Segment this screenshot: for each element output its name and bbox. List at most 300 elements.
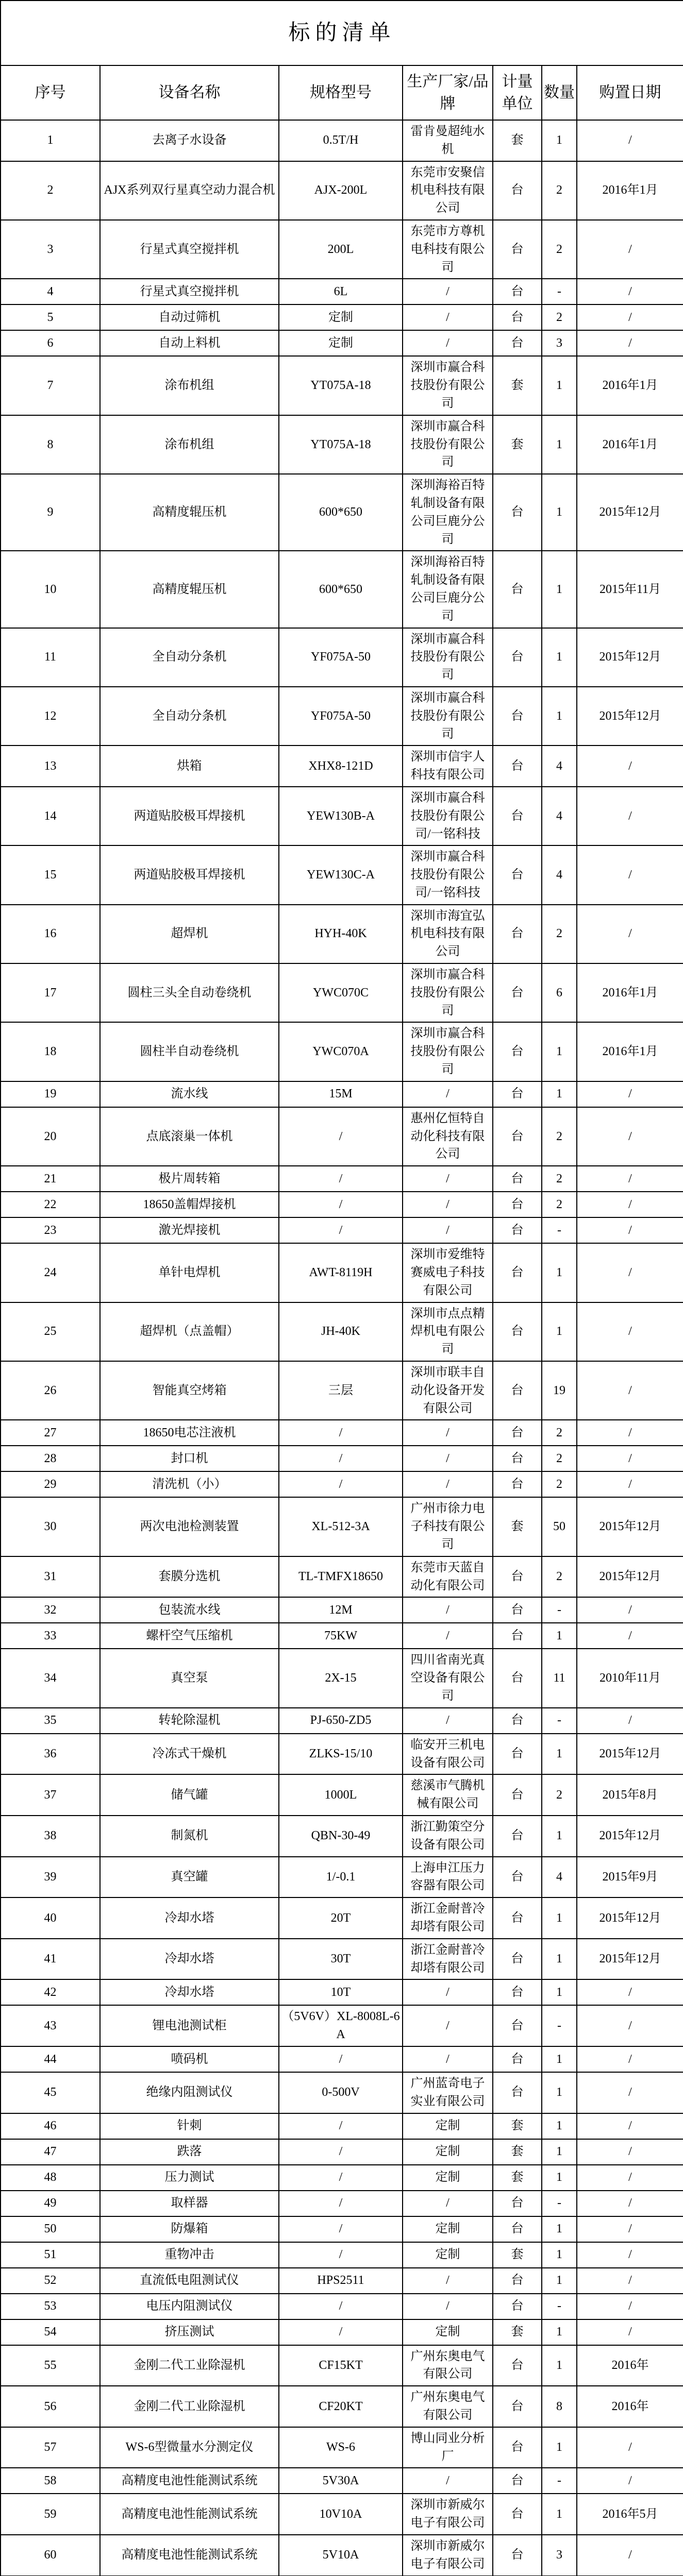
cell-date: 2015年9月 <box>577 1857 683 1898</box>
cell-qty: 1 <box>542 2216 577 2242</box>
cell-unit: 台 <box>493 787 542 845</box>
cell-unit: 台 <box>493 220 542 279</box>
cell-date: / <box>577 1107 683 1166</box>
table-row <box>1 2046 683 2072</box>
cell-unit: 套 <box>493 120 542 161</box>
cell-date: / <box>577 279 683 304</box>
cell-index: 59 <box>1 2494 100 2535</box>
cell-model: 6L <box>279 279 403 304</box>
cell-unit: 台 <box>493 1081 542 1107</box>
cell-unit: 台 <box>493 2268 542 2294</box>
cell-unit: 台 <box>493 2294 542 2319</box>
cell-qty: 1 <box>542 2046 577 2072</box>
cell-index: 30 <box>1 1497 100 1556</box>
cell-date: 2015年12月 <box>577 1556 683 1598</box>
cell-unit: 台 <box>493 2072 542 2113</box>
cell-manufacturer: / <box>403 2191 493 2216</box>
cell-index: 2 <box>1 161 100 220</box>
cell-index: 58 <box>1 2468 100 2494</box>
cell-index: 1 <box>1 120 100 161</box>
cell-qty: 2 <box>542 1774 577 1816</box>
cell-qty: 8 <box>542 2386 577 2427</box>
table-row <box>1 356 683 415</box>
cell-qty: 1 <box>542 120 577 161</box>
cell-qty: 2 <box>542 1166 577 1192</box>
table-row <box>1 2319 683 2345</box>
cell-date: / <box>577 1420 683 1446</box>
cell-qty: - <box>542 1708 577 1734</box>
cell-qty: 4 <box>542 745 577 787</box>
table-row <box>1 905 683 963</box>
cell-name: 直流低电阻测试仪 <box>100 2268 279 2294</box>
cell-model: AWT-8119H <box>279 1243 403 1302</box>
cell-name: 流水线 <box>100 1081 279 1107</box>
cell-index: 56 <box>1 2386 100 2427</box>
cell-model: XHX8-121D <box>279 745 403 787</box>
cell-model: AJX-200L <box>279 161 403 220</box>
cell-model: 三层 <box>279 1361 403 1420</box>
cell-date: 2015年12月 <box>577 1816 683 1857</box>
cell-name: 两道贴胶极耳焊接机 <box>100 845 279 904</box>
cell-manufacturer: 东莞市安聚信机电科技有限公司 <box>403 161 493 220</box>
cell-manufacturer: 广州市徐力电子科技有限公司 <box>403 1497 493 1556</box>
cell-model: 75KW <box>279 1623 403 1649</box>
cell-index: 18 <box>1 1022 100 1081</box>
cell-qty: 2 <box>542 1556 577 1598</box>
cell-qty: 1 <box>542 2113 577 2139</box>
table-row <box>1 1649 683 1707</box>
cell-unit: 台 <box>493 845 542 904</box>
cell-name: 真空罐 <box>100 1857 279 1898</box>
cell-index: 5 <box>1 304 100 330</box>
table-row <box>1 787 683 845</box>
column-header-unit: 计量单位 <box>493 65 542 120</box>
cell-model: （5V6V）XL-8008L-6A <box>279 2005 403 2046</box>
cell-qty: - <box>542 1597 577 1623</box>
cell-manufacturer: 深圳市赢合科技股份有限公司 <box>403 963 493 1022</box>
cell-manufacturer: 四川省南光真空设备有限公司 <box>403 1649 493 1707</box>
cell-index: 55 <box>1 2345 100 2386</box>
cell-name: 金刚二代工业除湿机 <box>100 2345 279 2386</box>
cell-index: 38 <box>1 1816 100 1857</box>
cell-qty: 1 <box>542 2139 577 2165</box>
cell-index: 15 <box>1 845 100 904</box>
cell-manufacturer: 深圳市赢合科技股份有限公司/一铭科技 <box>403 787 493 845</box>
cell-unit: 台 <box>493 1446 542 1471</box>
cell-manufacturer: 广州东奥电气有限公司 <box>403 2386 493 2427</box>
cell-manufacturer: / <box>403 2468 493 2494</box>
cell-date: / <box>577 2268 683 2294</box>
cell-name: 针刺 <box>100 2113 279 2139</box>
table-row <box>1 1497 683 1556</box>
cell-date: / <box>577 1217 683 1243</box>
cell-date: / <box>577 1471 683 1497</box>
table-row <box>1 1302 683 1361</box>
cell-unit: 台 <box>493 745 542 787</box>
table-row <box>1 1243 683 1302</box>
cell-qty: 11 <box>542 1649 577 1707</box>
cell-date: 2016年1月 <box>577 415 683 474</box>
cell-manufacturer: 深圳市点点精焊机电有限公司 <box>403 1302 493 1361</box>
cell-name: 冷却水塔 <box>100 1979 279 2005</box>
cell-manufacturer: 浙江金耐普冷却塔有限公司 <box>403 1897 493 1939</box>
cell-name: 重物冲击 <box>100 2242 279 2268</box>
cell-date: / <box>577 1708 683 1734</box>
table-row <box>1 1597 683 1623</box>
cell-name: 激光焊接机 <box>100 1217 279 1243</box>
cell-name: 点底滚巢一体机 <box>100 1107 279 1166</box>
cell-name: 压力测试 <box>100 2165 279 2191</box>
cell-qty: 1 <box>542 1302 577 1361</box>
cell-manufacturer: 深圳市赢合科技股份有限公司 <box>403 415 493 474</box>
cell-index: 60 <box>1 2535 100 2576</box>
cell-manufacturer: 深圳市赢合科技股份有限公司 <box>403 687 493 745</box>
cell-unit: 套 <box>493 2139 542 2165</box>
cell-index: 45 <box>1 2072 100 2113</box>
cell-name: 电压内阻测试仪 <box>100 2294 279 2319</box>
cell-model: / <box>279 2319 403 2345</box>
cell-model: PJ-650-ZD5 <box>279 1708 403 1734</box>
cell-qty: 2 <box>542 1192 577 1217</box>
table-row <box>1 687 683 745</box>
cell-date: / <box>577 1192 683 1217</box>
cell-date: 2010年11月 <box>577 1649 683 1707</box>
cell-date: 2015年8月 <box>577 1774 683 1816</box>
cell-name: 绝缘内阻测试仪 <box>100 2072 279 2113</box>
cell-qty: 1 <box>542 1734 577 1775</box>
cell-index: 23 <box>1 1217 100 1243</box>
cell-model: CF20KT <box>279 2386 403 2427</box>
cell-model: YWC070C <box>279 963 403 1022</box>
cell-date: / <box>577 2294 683 2319</box>
cell-name: 清洗机（小） <box>100 1471 279 1497</box>
cell-name: 圆柱半自动卷绕机 <box>100 1022 279 1081</box>
cell-manufacturer: 深圳市联丰自动化设备开发有限公司 <box>403 1361 493 1420</box>
cell-qty: 3 <box>542 2535 577 2576</box>
cell-index: 16 <box>1 905 100 963</box>
cell-model: 5V30A <box>279 2468 403 2494</box>
cell-name: 行星式真空搅拌机 <box>100 279 279 304</box>
cell-manufacturer: / <box>403 1471 493 1497</box>
cell-manufacturer: 深圳市赢合科技股份有限公司 <box>403 1022 493 1081</box>
cell-manufacturer: 深圳市赢合科技股份有限公司 <box>403 628 493 687</box>
cell-model: 600*650 <box>279 551 403 628</box>
cell-manufacturer: 定制 <box>403 2165 493 2191</box>
cell-name: 18650电芯注液机 <box>100 1420 279 1446</box>
cell-qty: 1 <box>542 2165 577 2191</box>
cell-name: 两次电池检测装置 <box>100 1497 279 1556</box>
cell-index: 31 <box>1 1556 100 1598</box>
cell-index: 12 <box>1 687 100 745</box>
table-row <box>1 415 683 474</box>
cell-manufacturer: 定制 <box>403 2139 493 2165</box>
cell-model: HYH-40K <box>279 905 403 963</box>
cell-unit: 台 <box>493 2386 542 2427</box>
table-row <box>1 279 683 304</box>
cell-index: 17 <box>1 963 100 1022</box>
cell-qty: - <box>542 2005 577 2046</box>
cell-name: 储气罐 <box>100 1774 279 1816</box>
cell-model: YEW130B-A <box>279 787 403 845</box>
table-row <box>1 1361 683 1420</box>
cell-index: 41 <box>1 1939 100 1980</box>
cell-unit: 台 <box>493 1734 542 1775</box>
cell-name: 超焊机（点盖帽） <box>100 1302 279 1361</box>
cell-model: YF075A-50 <box>279 628 403 687</box>
cell-manufacturer: / <box>403 1420 493 1446</box>
cell-qty: 2 <box>542 1446 577 1471</box>
cell-name: 冷却水塔 <box>100 1897 279 1939</box>
table-row <box>1 1816 683 1857</box>
cell-index: 46 <box>1 2113 100 2139</box>
cell-unit: 台 <box>493 1022 542 1081</box>
cell-unit: 台 <box>493 905 542 963</box>
cell-index: 26 <box>1 1361 100 1420</box>
cell-qty: 1 <box>542 687 577 745</box>
table-row <box>1 161 683 220</box>
table-row <box>1 1217 683 1243</box>
cell-qty: 1 <box>542 1979 577 2005</box>
table-row <box>1 745 683 787</box>
cell-date: / <box>577 787 683 845</box>
table-row <box>1 2294 683 2319</box>
table-row <box>1 2386 683 2427</box>
table-row <box>1 1708 683 1734</box>
table-row <box>1 628 683 687</box>
cell-model: / <box>279 1420 403 1446</box>
title-row <box>1 1 683 65</box>
cell-date: / <box>577 330 683 356</box>
table-row <box>1 1471 683 1497</box>
page-title: 标的清单 <box>1 1 683 65</box>
cell-name: 锂电池测试柜 <box>100 2005 279 2046</box>
table-row <box>1 1857 683 1898</box>
cell-model: 12M <box>279 1597 403 1623</box>
table-row <box>1 1081 683 1107</box>
cell-unit: 台 <box>493 474 542 551</box>
cell-unit: 台 <box>493 1816 542 1857</box>
table-row <box>1 1022 683 1081</box>
column-header-manufacturer: 生产厂家/品牌 <box>403 65 493 120</box>
cell-name: 单针电焊机 <box>100 1243 279 1302</box>
cell-qty: 1 <box>542 2319 577 2345</box>
cell-model: / <box>279 2165 403 2191</box>
cell-unit: 台 <box>493 1597 542 1623</box>
cell-qty: - <box>542 279 577 304</box>
cell-index: 13 <box>1 745 100 787</box>
cell-index: 14 <box>1 787 100 845</box>
cell-unit: 台 <box>493 2494 542 2535</box>
cell-unit: 套 <box>493 2113 542 2139</box>
cell-model: / <box>279 1166 403 1192</box>
cell-name: 自动过筛机 <box>100 304 279 330</box>
cell-index: 7 <box>1 356 100 415</box>
cell-date: 2015年12月 <box>577 687 683 745</box>
cell-qty: - <box>542 2191 577 2216</box>
cell-date: 2015年12月 <box>577 628 683 687</box>
cell-date: 2016年 <box>577 2386 683 2427</box>
cell-index: 50 <box>1 2216 100 2242</box>
cell-model: 10V10A <box>279 2494 403 2535</box>
cell-index: 52 <box>1 2268 100 2294</box>
cell-qty: 2 <box>542 161 577 220</box>
cell-manufacturer: 东莞市方尊机电科技有限公司 <box>403 220 493 279</box>
cell-unit: 套 <box>493 356 542 415</box>
cell-manufacturer: 深圳市赢合科技股份有限公司/一铭科技 <box>403 845 493 904</box>
cell-unit: 台 <box>493 1556 542 1598</box>
cell-manufacturer: 深圳市信宇人科技有限公司 <box>403 745 493 787</box>
table-row <box>1 2242 683 2268</box>
cell-name: WS-6型微量水分测定仪 <box>100 2427 279 2468</box>
cell-date: / <box>577 1446 683 1471</box>
cell-date: / <box>577 2535 683 2576</box>
cell-model: 1000L <box>279 1774 403 1816</box>
cell-manufacturer: 深圳市新威尔电子有限公司 <box>403 2535 493 2576</box>
table-row <box>1 220 683 279</box>
cell-index: 51 <box>1 2242 100 2268</box>
cell-unit: 台 <box>493 1471 542 1497</box>
cell-model: 2X-15 <box>279 1649 403 1707</box>
cell-index: 33 <box>1 1623 100 1649</box>
column-header-name: 设备名称 <box>100 65 279 120</box>
cell-date: / <box>577 220 683 279</box>
cell-manufacturer: 深圳市赢合科技股份有限公司 <box>403 356 493 415</box>
cell-qty: 1 <box>542 1623 577 1649</box>
table-row <box>1 2268 683 2294</box>
cell-unit: 台 <box>493 2468 542 2494</box>
cell-model: XL-512-3A <box>279 1497 403 1556</box>
column-header-date: 购置日期 <box>577 65 683 120</box>
cell-name: 圆柱三头全自动卷绕机 <box>100 963 279 1022</box>
cell-date: / <box>577 1979 683 2005</box>
cell-qty: 2 <box>542 905 577 963</box>
cell-qty: 3 <box>542 330 577 356</box>
cell-qty: 1 <box>542 1081 577 1107</box>
cell-model: 0.5T/H <box>279 120 403 161</box>
cell-manufacturer: 慈溪市气腾机械有限公司 <box>403 1774 493 1816</box>
cell-name: 封口机 <box>100 1446 279 1471</box>
cell-unit: 套 <box>493 2319 542 2345</box>
cell-manufacturer: 深圳市海宜弘机电科技有限公司 <box>403 905 493 963</box>
cell-index: 42 <box>1 1979 100 2005</box>
cell-date: 2016年1月 <box>577 161 683 220</box>
cell-qty: - <box>542 2294 577 2319</box>
table-row <box>1 1166 683 1192</box>
cell-model: HPS2511 <box>279 2268 403 2294</box>
cell-qty: 1 <box>542 2345 577 2386</box>
cell-index: 4 <box>1 279 100 304</box>
cell-index: 21 <box>1 1166 100 1192</box>
cell-date: / <box>577 1302 683 1361</box>
cell-index: 48 <box>1 2165 100 2191</box>
cell-manufacturer: 东莞市天蓝自动化有限公司 <box>403 1556 493 1598</box>
cell-unit: 台 <box>493 2345 542 2386</box>
cell-manufacturer: / <box>403 304 493 330</box>
table-row <box>1 2139 683 2165</box>
cell-unit: 台 <box>493 304 542 330</box>
cell-name: 高精度电池性能测试系统 <box>100 2494 279 2535</box>
cell-name: 自动上料机 <box>100 330 279 356</box>
cell-qty: 2 <box>542 1107 577 1166</box>
cell-qty: 1 <box>542 2072 577 2113</box>
cell-date: / <box>577 1081 683 1107</box>
table-row <box>1 551 683 628</box>
cell-index: 3 <box>1 220 100 279</box>
cell-unit: 台 <box>493 551 542 628</box>
cell-qty: 1 <box>542 2427 577 2468</box>
cell-qty: 1 <box>542 356 577 415</box>
table-row <box>1 1420 683 1446</box>
cell-qty: 2 <box>542 1471 577 1497</box>
cell-name: 喷码机 <box>100 2046 279 2072</box>
cell-name: 包装流水线 <box>100 1597 279 1623</box>
cell-unit: 台 <box>493 1302 542 1361</box>
cell-index: 43 <box>1 2005 100 2046</box>
cell-model: 20T <box>279 1897 403 1939</box>
cell-manufacturer: / <box>403 1979 493 2005</box>
cell-index: 39 <box>1 1857 100 1898</box>
cell-date: / <box>577 2191 683 2216</box>
cell-manufacturer: / <box>403 2005 493 2046</box>
table-row <box>1 2535 683 2576</box>
cell-manufacturer: 惠州亿恒特自动化科技有限公司 <box>403 1107 493 1166</box>
cell-unit: 台 <box>493 1979 542 2005</box>
cell-index: 19 <box>1 1081 100 1107</box>
cell-model: ZLKS-15/10 <box>279 1734 403 1775</box>
cell-manufacturer: 临安开三机电设备有限公司 <box>403 1734 493 1775</box>
cell-unit: 台 <box>493 2427 542 2468</box>
cell-date: 2016年1月 <box>577 1022 683 1081</box>
cell-unit: 台 <box>493 1166 542 1192</box>
cell-unit: 台 <box>493 687 542 745</box>
cell-model: / <box>279 2191 403 2216</box>
table-row <box>1 120 683 161</box>
cell-model: 30T <box>279 1939 403 1980</box>
cell-unit: 台 <box>493 628 542 687</box>
cell-index: 54 <box>1 2319 100 2345</box>
cell-index: 34 <box>1 1649 100 1707</box>
cell-date: 2016年1月 <box>577 963 683 1022</box>
cell-date: / <box>577 2046 683 2072</box>
cell-unit: 台 <box>493 1774 542 1816</box>
cell-manufacturer: / <box>403 2294 493 2319</box>
cell-index: 47 <box>1 2139 100 2165</box>
cell-date: / <box>577 2242 683 2268</box>
cell-index: 24 <box>1 1243 100 1302</box>
cell-unit: 套 <box>493 2165 542 2191</box>
cell-qty: 1 <box>542 1243 577 1302</box>
cell-index: 9 <box>1 474 100 551</box>
cell-qty: 4 <box>542 787 577 845</box>
cell-manufacturer: / <box>403 1597 493 1623</box>
table-row <box>1 2216 683 2242</box>
table-row <box>1 1192 683 1217</box>
cell-name: 螺杆空气压缩机 <box>100 1623 279 1649</box>
table-row <box>1 2165 683 2191</box>
cell-date: 2016年1月 <box>577 356 683 415</box>
cell-index: 11 <box>1 628 100 687</box>
cell-date: / <box>577 745 683 787</box>
cell-date: / <box>577 2216 683 2242</box>
cell-name: 冷却水塔 <box>100 1939 279 1980</box>
cell-unit: 台 <box>493 2005 542 2046</box>
cell-index: 8 <box>1 415 100 474</box>
cell-unit: 套 <box>493 1497 542 1556</box>
table-row <box>1 2494 683 2535</box>
cell-unit: 台 <box>493 2216 542 2242</box>
cell-qty: 1 <box>542 1897 577 1939</box>
column-header-qty: 数量 <box>542 65 577 120</box>
